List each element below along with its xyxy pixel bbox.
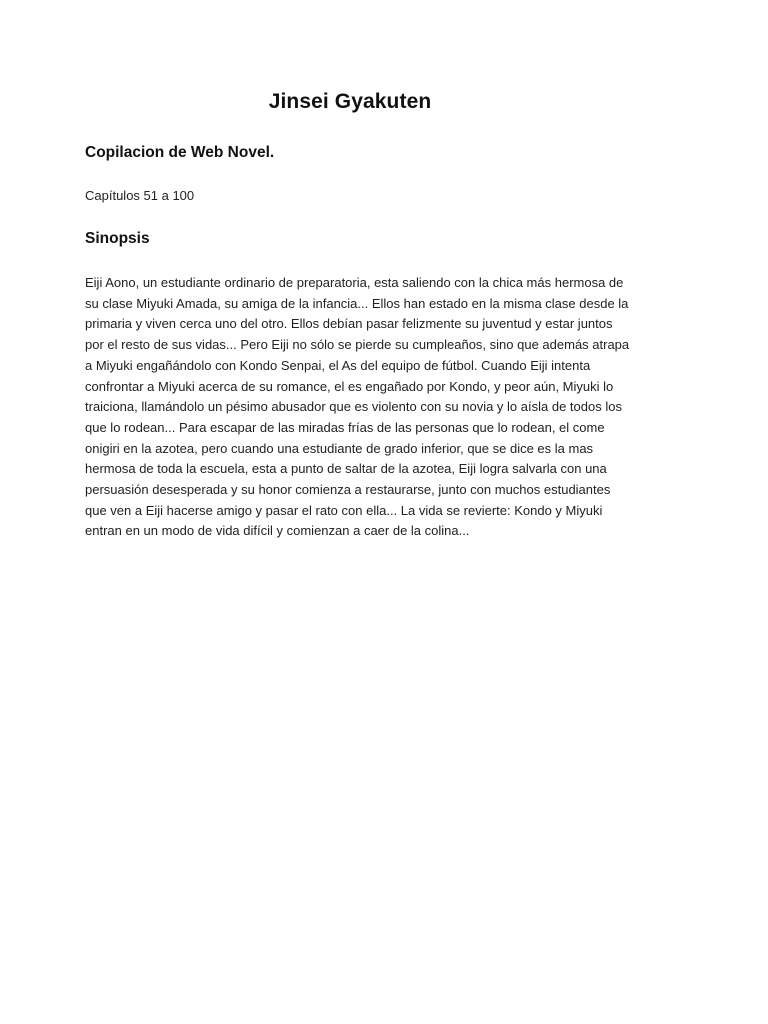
synopsis-heading: Sinopsis [85, 230, 150, 247]
document-title: Jinsei Gyakuten [268, 90, 432, 113]
chapter-range: Capítulos 51 a 100 [85, 188, 195, 203]
synopsis-paragraph: Eiji Aono, un estudiante ordinario de preparatoria, esta saliendo con la chica más hermosa de su clase Miyuki Amada, su amiga de la infancia... Ellos han estado en la misma clase desde la primaria y viven cerca uno del otro. Ellos debían pasar felizmente su juventud y estar juntos por el resto de sus vidas... Pero Eiji no sólo se pierde su cumpleaños, sino que además atrapa a Miyuki engañándolo con Kondo Senpai, el As del equipo de fútbol. Cuando Eiji intenta confrontar a Miyuki acerca de su romance, el es engañado por Kondo, y peor aún, Miyuki lo traiciona, llamándolo un pésimo abusador que es violento con su novia y lo aísla de todos los que lo rodean... Para escapar de las miradas frías de las personas que lo rodean, el come onigiri en la azotea, pero cuando una estudiante de grado inferior, que se dice es la mas hermosa de toda la escuela, esta a punto de saltar de la azotea, Eiji logra salvarla con una persuasión desesperada y su honor comienza a restaurarse, junto con muchos estudiantes que ven a Eiji hacerse amigo y pasar el rato con ella... La vida se revierte: Kondo y Miyuki entran en un modo de vida difícil y comienzan a caer de la colina... [85, 275, 630, 539]
document-subtitle: Copilacion de Web Novel. [85, 144, 275, 161]
